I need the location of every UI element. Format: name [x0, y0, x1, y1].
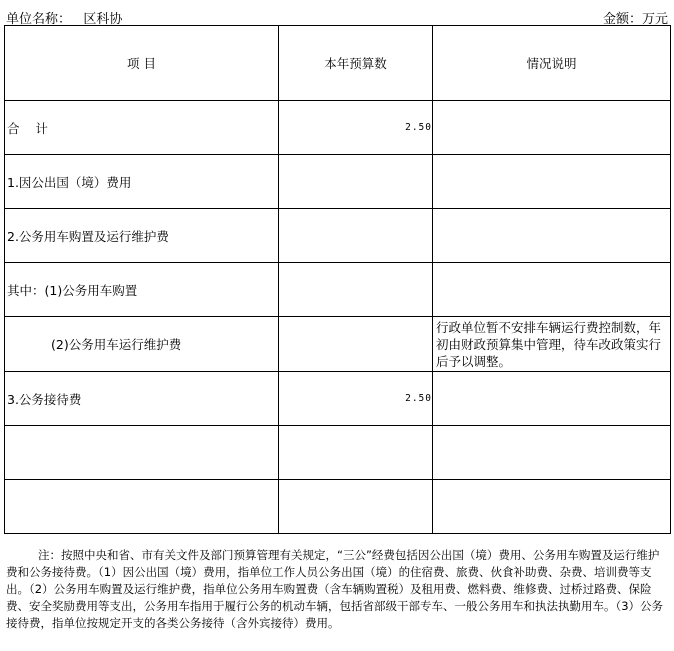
row-amount	[279, 155, 433, 209]
table-row	[5, 480, 671, 534]
row-item-total: 合 计	[7, 120, 48, 136]
column-header-notes: 情况说明	[433, 26, 671, 101]
table-header-row	[5, 26, 671, 101]
row-item-blank	[5, 480, 279, 534]
row-amount-blank	[279, 480, 433, 534]
table-row	[5, 209, 671, 263]
row-amount	[279, 317, 433, 372]
row-item-blank	[5, 426, 279, 480]
row-note	[433, 101, 671, 155]
table-row	[5, 372, 671, 426]
column-header-budget: 本年预算数	[279, 26, 433, 101]
row-note	[433, 209, 671, 263]
table-row	[5, 155, 671, 209]
three-public-expenses-table	[4, 25, 671, 534]
row-item-vehicle-purchase: 其中：(1)公务用车购置	[7, 282, 138, 298]
row-item-overseas: 1.因公出国（境）费用	[7, 174, 132, 190]
row-amount-blank	[279, 426, 433, 480]
table-row	[5, 317, 671, 372]
row-note	[433, 372, 671, 426]
amount-unit-label: 金额：万元	[602, 12, 668, 27]
row-note-vehicle-maintenance: 行政单位暂不安排车辆运行费控制数，年初由财政预算集中管理，待车改政策实行后予以调整。	[436, 320, 662, 369]
unit-name-label: 单位名称： 区科协	[6, 12, 123, 27]
table-row	[5, 263, 671, 317]
table-row	[5, 426, 671, 480]
row-item-reception: 3.公务接待费	[7, 391, 82, 407]
footnote: 注：按照中央和省、市有关文件及部门预算管理有关规定，“三公”经费包括因公出国（境）费用、公务用车购置及运行维护费和公务接待费。（1）因公出国（境）费用，指单位工作人员公务出国（境）的住宿费、旅费、伙食补助费、杂费、培训费等支出。（2）公务用车购置及运行维护费，指单位公务用车购置费（含车辆购置税）及租用费、燃料费、维修费、过桥过路费、保险费、安全奖励费用等支出，公务用车指用于履行公务的机动车辆，包括省部级干部专车、一般公务用车和执法执勤用车。（3）公务接待费，指单位按规定开支的各类公务接待（含外宾接待）费用。	[6, 548, 664, 630]
row-amount-total: 2.50	[279, 101, 433, 155]
row-note	[433, 155, 671, 209]
row-amount	[279, 209, 433, 263]
table-row	[5, 101, 671, 155]
row-amount-reception: 2.50	[279, 372, 433, 426]
row-amount	[279, 263, 433, 317]
row-note-blank	[433, 426, 671, 480]
row-item-vehicle-maintenance: (2)公务用车运行维护费	[51, 337, 182, 352]
row-note	[433, 263, 671, 317]
row-item-vehicles: 2.公务用车购置及运行维护费	[7, 228, 169, 244]
row-note-blank	[433, 480, 671, 534]
column-header-item: 项 目	[5, 26, 279, 101]
